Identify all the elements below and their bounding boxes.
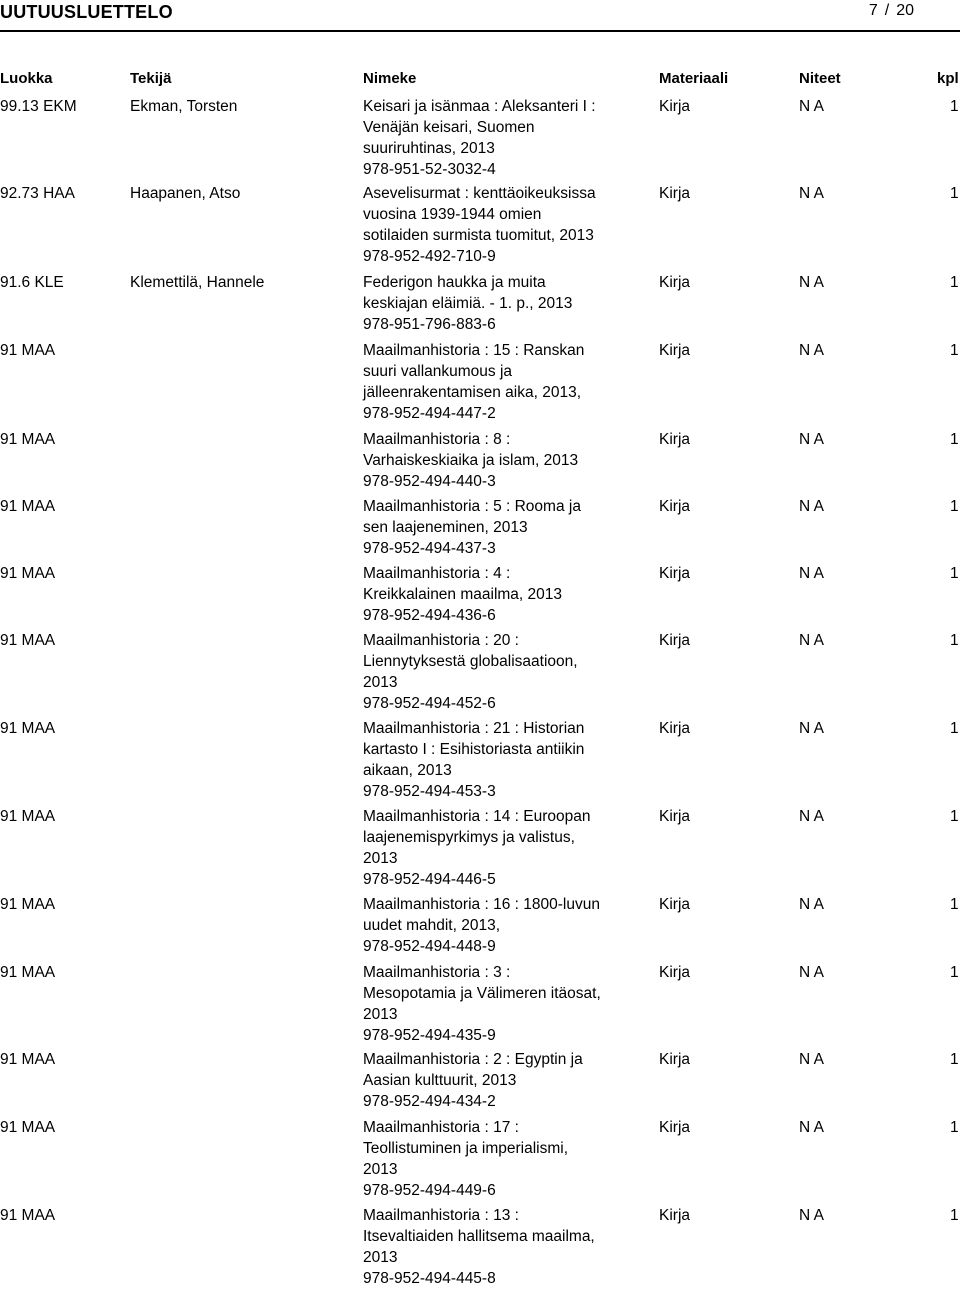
row-nimeke-line: Maailmanhistoria : 16 : 1800-luvun (363, 896, 600, 913)
row-nimeke-line: Keisari ja isänmaa : Aleksanteri I : (363, 98, 596, 115)
row-luokka: 91 MAA (0, 1207, 56, 1224)
row-kpl: 1 (950, 1051, 959, 1068)
row-nimeke (363, 563, 623, 626)
row-materiaali: Kirja (659, 274, 691, 291)
page-total: 20 (896, 2, 914, 19)
row-nimeke-line: 978-952-494-435-9 (363, 1027, 496, 1044)
row-luokka: 91 MAA (0, 498, 56, 515)
row-kpl: 1 (950, 431, 959, 448)
row-nimeke (363, 1049, 623, 1112)
row-luokka: 91 MAA (0, 964, 56, 981)
row-kpl: 1 (950, 498, 959, 515)
row-luokka: 91 MAA (0, 720, 56, 737)
row-niteet: N A (799, 1119, 824, 1136)
row-nimeke-line: 2013 (363, 850, 398, 867)
row-nimeke-line: sen laajeneminen, 2013 (363, 519, 528, 536)
row-luokka: 99.13 EKM (0, 98, 77, 115)
row-nimeke (363, 962, 623, 1046)
row-materiaali: Kirja (659, 964, 691, 981)
row-nimeke-line: Maailmanhistoria : 3 : (363, 964, 511, 981)
row-nimeke-line: Maailmanhistoria : 4 : (363, 565, 511, 582)
row-nimeke-line: 978-952-494-449-6 (363, 1182, 496, 1199)
row-nimeke-line: Itsevaltiaiden hallitsema maailma, (363, 1228, 595, 1245)
row-nimeke-line: Maailmanhistoria : 17 : (363, 1119, 519, 1136)
row-nimeke-line: laajenemispyrkimys ja valistus, (363, 829, 575, 846)
row-tekija: Haapanen, Atso (130, 185, 241, 202)
row-nimeke-line: 2013 (363, 1161, 398, 1178)
row-niteet: N A (799, 964, 824, 981)
row-nimeke-line: 978-952-494-436-6 (363, 607, 496, 624)
row-nimeke-line: Mesopotamia ja Välimeren itäosat, (363, 985, 601, 1002)
row-nimeke-line: keskiajan eläimiä. - 1. p., 2013 (363, 295, 573, 312)
row-nimeke (363, 183, 623, 267)
row-niteet: N A (799, 632, 824, 649)
row-kpl: 1 (950, 185, 959, 202)
row-kpl: 1 (950, 964, 959, 981)
row-niteet: N A (799, 342, 824, 359)
row-nimeke-line: 978-952-494-452-6 (363, 695, 496, 712)
row-materiaali: Kirja (659, 98, 691, 115)
row-nimeke (363, 96, 623, 180)
column-header-kpl: kpl (937, 70, 959, 87)
row-nimeke (363, 272, 623, 335)
row-nimeke-line: 978-952-492-710-9 (363, 248, 496, 265)
row-nimeke (363, 806, 623, 890)
row-materiaali: Kirja (659, 1207, 691, 1224)
row-nimeke-line: 2013 (363, 1006, 398, 1023)
row-nimeke-line: Maailmanhistoria : 21 : Historian (363, 720, 585, 737)
row-niteet: N A (799, 1051, 824, 1068)
row-luokka: 91 MAA (0, 431, 56, 448)
row-nimeke-line: aikaan, 2013 (363, 762, 452, 779)
row-nimeke-line: jälleenrakentamisen aika, 2013, (363, 384, 581, 401)
row-materiaali: Kirja (659, 565, 691, 582)
row-niteet: N A (799, 98, 824, 115)
row-materiaali: Kirja (659, 720, 691, 737)
row-niteet: N A (799, 808, 824, 825)
row-nimeke (363, 718, 623, 802)
row-materiaali: Kirja (659, 342, 691, 359)
row-luokka: 91 MAA (0, 1119, 56, 1136)
column-header-materiaali: Materiaali (659, 70, 729, 87)
row-nimeke-line: 978-952-494-440-3 (363, 473, 496, 490)
row-niteet: N A (799, 274, 824, 291)
row-nimeke-line: Maailmanhistoria : 20 : (363, 632, 519, 649)
row-nimeke-line: 978-952-494-434-2 (363, 1093, 496, 1110)
row-nimeke-line: Maailmanhistoria : 2 : Egyptin ja (363, 1051, 583, 1068)
column-header-nimeke: Nimeke (363, 70, 417, 87)
row-nimeke-line: sotilaiden surmista tuomitut, 2013 (363, 227, 594, 244)
row-niteet: N A (799, 565, 824, 582)
row-nimeke (363, 340, 623, 424)
row-nimeke-line: 978-952-494-437-3 (363, 540, 496, 557)
row-nimeke (363, 630, 623, 714)
row-nimeke (363, 894, 623, 957)
row-materiaali: Kirja (659, 1051, 691, 1068)
row-materiaali: Kirja (659, 896, 691, 913)
row-kpl: 1 (950, 632, 959, 649)
row-kpl: 1 (950, 98, 959, 115)
header-divider (0, 30, 960, 32)
row-materiaali: Kirja (659, 1119, 691, 1136)
row-nimeke-line: 978-952-494-447-2 (363, 405, 496, 422)
row-nimeke-line: 2013 (363, 1249, 398, 1266)
row-nimeke-line: 978-952-494-448-9 (363, 938, 496, 955)
row-kpl: 1 (950, 720, 959, 737)
page-separator: / (884, 2, 890, 19)
page-number: 7 (868, 2, 878, 19)
row-nimeke-line: suuriruhtinas, 2013 (363, 140, 495, 157)
row-nimeke-line: 2013 (363, 674, 398, 691)
row-nimeke-line: 978-951-796-883-6 (363, 316, 496, 333)
row-niteet: N A (799, 185, 824, 202)
row-luokka: 92.73 HAA (0, 185, 75, 202)
row-nimeke (363, 1205, 623, 1289)
row-niteet: N A (799, 720, 824, 737)
row-tekija: Klemettilä, Hannele (130, 274, 265, 291)
row-niteet: N A (799, 431, 824, 448)
row-niteet: N A (799, 498, 824, 515)
row-nimeke-line: suuri vallankumous ja (363, 363, 513, 380)
row-kpl: 1 (950, 565, 959, 582)
row-luokka: 91.6 KLE (0, 274, 64, 291)
row-luokka: 91 MAA (0, 808, 56, 825)
row-nimeke-line: Varhaiskeskiaika ja islam, 2013 (363, 452, 579, 469)
row-nimeke-line: Maailmanhistoria : 8 : (363, 431, 511, 448)
row-nimeke-line: 978-952-494-445-8 (363, 1270, 496, 1287)
row-kpl: 1 (950, 896, 959, 913)
row-nimeke-line: 978-951-52-3032-4 (363, 161, 496, 178)
row-nimeke (363, 429, 623, 492)
row-nimeke (363, 496, 623, 559)
row-luokka: 91 MAA (0, 565, 56, 582)
row-luokka: 91 MAA (0, 342, 56, 359)
page-indicator (869, 2, 914, 20)
row-materiaali: Kirja (659, 185, 691, 202)
row-nimeke-line: Aasian kulttuurit, 2013 (363, 1072, 517, 1089)
row-materiaali: Kirja (659, 431, 691, 448)
column-header-luokka: Luokka (0, 70, 53, 87)
row-nimeke-line: Maailmanhistoria : 14 : Euroopan (363, 808, 591, 825)
row-materiaali: Kirja (659, 808, 691, 825)
row-nimeke-line: Liennytyksestä globalisaatioon, (363, 653, 578, 670)
row-luokka: 91 MAA (0, 632, 56, 649)
row-kpl: 1 (950, 1119, 959, 1136)
page-title: UUTUUSLUETTELO (0, 2, 173, 22)
row-luokka: 91 MAA (0, 896, 56, 913)
row-niteet: N A (799, 1207, 824, 1224)
row-nimeke (363, 1117, 623, 1201)
row-tekija: Ekman, Torsten (130, 98, 238, 115)
row-nimeke-line: 978-952-494-446-5 (363, 871, 496, 888)
column-header-niteet: Niteet (799, 70, 841, 87)
row-niteet: N A (799, 896, 824, 913)
row-nimeke-line: 978-952-494-453-3 (363, 783, 496, 800)
row-luokka: 91 MAA (0, 1051, 56, 1068)
row-nimeke-line: kartasto I : Esihistoriasta antiikin (363, 741, 585, 758)
row-materiaali: Kirja (659, 632, 691, 649)
row-kpl: 1 (950, 808, 959, 825)
row-nimeke-line: vuosina 1939-1944 omien (363, 206, 542, 223)
row-nimeke-line: Federigon haukka ja muita (363, 274, 546, 291)
row-nimeke-line: Asevelisurmat : kenttäoikeuksissa (363, 185, 596, 202)
row-nimeke-line: Maailmanhistoria : 13 : (363, 1207, 519, 1224)
row-kpl: 1 (950, 274, 959, 291)
row-nimeke-line: Kreikkalainen maailma, 2013 (363, 586, 563, 603)
row-nimeke-line: Maailmanhistoria : 5 : Rooma ja (363, 498, 581, 515)
row-nimeke-line: Maailmanhistoria : 15 : Ranskan (363, 342, 585, 359)
row-nimeke-line: Teollistuminen ja imperialismi, (363, 1140, 569, 1157)
row-kpl: 1 (950, 1207, 959, 1224)
row-nimeke-line: uudet mahdit, 2013, (363, 917, 501, 934)
row-nimeke-line: Venäjän keisari, Suomen (363, 119, 535, 136)
row-materiaali: Kirja (659, 498, 691, 515)
column-header-tekija: Tekijä (130, 70, 172, 87)
row-kpl: 1 (950, 342, 959, 359)
